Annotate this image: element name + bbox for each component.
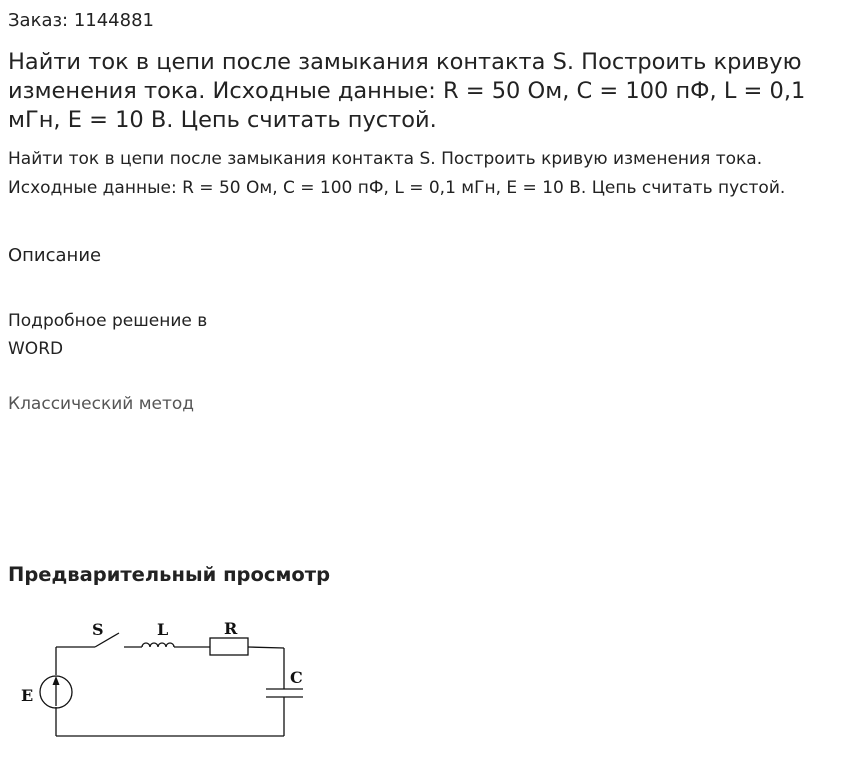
circuit-diagram: [18, 612, 318, 744]
switch-label: S: [92, 620, 104, 639]
description-heading: Описание: [8, 245, 102, 266]
preview-heading: Предварительный просмотр: [8, 563, 331, 586]
page-title: Найти ток в цепи после замыкания контакта S. Построить кривую изменения тока. Исходные данные: R = 50 Ом, С = 100 пФ, L = 0,1 мГн, Е = 10 В. Цепь считать пустой.: [8, 49, 806, 133]
task-text: Найти ток в цепи после замыкания контакта S. Построить кривую изменения тока. Исходные данные: R = 50 Ом, С = 100 пФ, L = 0,1 мГн, Е = 10 В. Цепь считать пустой.: [8, 149, 786, 198]
wire-resistor-right: [248, 647, 284, 648]
order-number: Заказ: 1144881: [8, 10, 154, 31]
capacitor-label: C: [290, 668, 303, 687]
resistor-label: R: [224, 619, 238, 638]
inductor-label: L: [157, 620, 169, 639]
source-arrow-head: [53, 676, 60, 685]
solution-note: Подробное решение в WORD: [8, 311, 208, 359]
resistor-body: [210, 638, 248, 655]
inductor-coil: [142, 643, 174, 647]
source-label: E: [21, 686, 34, 705]
method-note: Классический метод: [8, 394, 195, 414]
